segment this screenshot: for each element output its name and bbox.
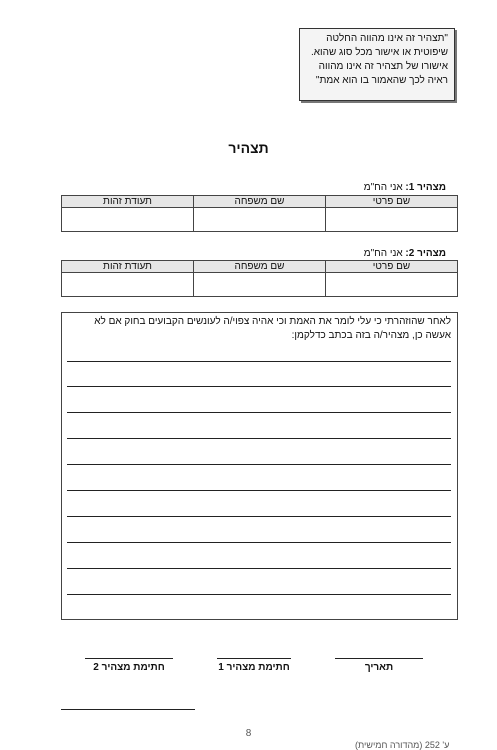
last-name-field[interactable] <box>194 273 326 297</box>
column-header-last-name: שם משפחה <box>194 196 326 208</box>
column-header-id-number: תעודת זהות <box>62 261 194 273</box>
signature-rule <box>217 658 291 659</box>
declarant-2-signature[interactable] <box>84 658 174 673</box>
declarant-2-table <box>61 260 458 297</box>
column-header-first-name: שם פרטי <box>326 261 458 273</box>
id-number-field[interactable] <box>62 208 194 232</box>
writing-line <box>67 386 451 387</box>
signature-rule <box>85 658 173 659</box>
declarant-2-signature-label: חתימת מצהיר 2 <box>93 662 165 673</box>
last-name-field[interactable] <box>194 208 326 232</box>
writing-line <box>67 438 451 439</box>
declarant-1-label-bold: מצהיר 1: <box>405 182 446 193</box>
statement-line-1: לאחר שהוזהרתי כי עלי לומר את האמת וכי אהיה צפוי/ה לעונשים הקבועים בחוק אם לא <box>94 316 451 327</box>
notice-line: שיפוטית או אישור מכל סוג שהוא. <box>310 47 448 58</box>
writing-line <box>67 412 451 413</box>
declarant-1-label <box>364 182 446 193</box>
writing-line <box>67 516 451 517</box>
notice-line: "תצהיר זה אינו מהווה החלטה <box>326 33 448 44</box>
declarant-1-table <box>61 195 458 232</box>
writing-line <box>67 542 451 543</box>
page-number: 8 <box>245 728 252 739</box>
statement-box[interactable] <box>61 312 458 620</box>
column-header-first-name: שם פרטי <box>326 196 458 208</box>
date-label: תאריך <box>364 662 394 673</box>
declarant-1-label-text: אני הח"מ <box>363 182 403 193</box>
declarant-1-signature[interactable] <box>213 658 295 673</box>
footnote-separator <box>61 709 195 710</box>
writing-line <box>67 490 451 491</box>
writing-line <box>67 464 451 465</box>
statement-line-2: אעשה כן, מצהיר/ה בזה בכתב כדלקמן: <box>291 330 451 341</box>
writing-line <box>67 361 451 362</box>
id-number-field[interactable] <box>62 273 194 297</box>
writing-line <box>67 594 451 595</box>
declarant-2-label-text: אני הח"מ <box>363 248 403 259</box>
declarant-1-signature-label: חתימת מצהיר 1 <box>218 662 290 673</box>
footer-text: ע' 252 (מהדורה חמישית) <box>355 740 450 750</box>
notice-line: אישורו של תצהיר זה אינו מהווה <box>318 61 448 72</box>
writing-line <box>67 568 451 569</box>
page-title: תצהיר <box>228 140 269 156</box>
first-name-field[interactable] <box>326 208 458 232</box>
declarant-2-label <box>364 248 446 259</box>
statement-preamble <box>70 315 451 343</box>
legal-notice-box <box>299 28 455 101</box>
first-name-field[interactable] <box>326 273 458 297</box>
date-signature[interactable] <box>334 658 424 673</box>
declarant-2-label-bold: מצהיר 2: <box>405 248 446 259</box>
signature-rule <box>335 658 423 659</box>
column-header-last-name: שם משפחה <box>194 261 326 273</box>
notice-line: ראיה לכך שהאמור בו הוא אמת" <box>315 75 448 86</box>
column-header-id-number: תעודת זהות <box>62 196 194 208</box>
